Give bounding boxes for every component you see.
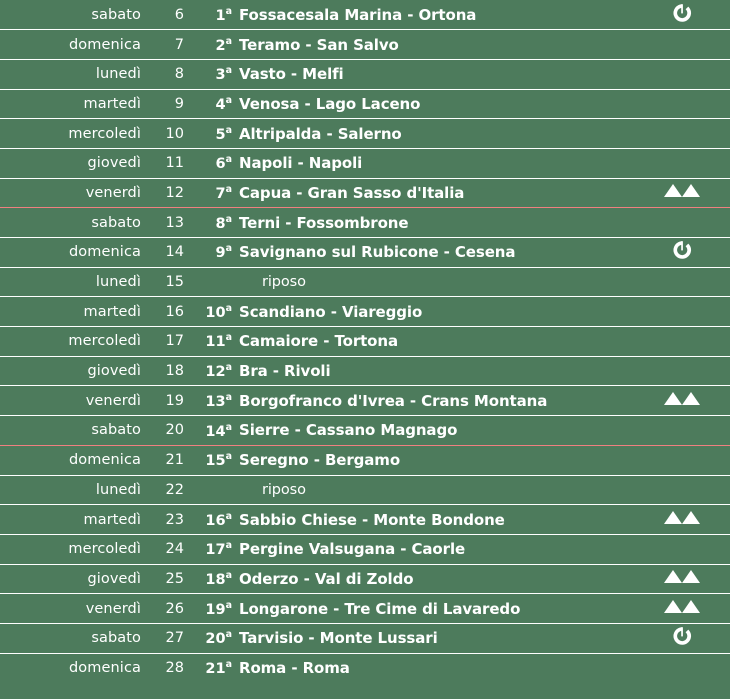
time-trial-icon [672, 3, 692, 23]
stage-route: Sierre - Cassano Magnago [239, 421, 458, 440]
stage-number-ordinal: a [225, 569, 232, 581]
mountain-icon [664, 600, 700, 614]
stage-type-icon-cell [651, 267, 730, 297]
stage-route: Napoli - Napoli [239, 154, 363, 173]
table-row[interactable] [0, 327, 730, 357]
stage-number-ordinal: a [225, 154, 232, 166]
stage-number-ordinal: a [225, 243, 232, 255]
stage-number-value: 2 [215, 37, 226, 54]
stage-date: 17 [165, 333, 184, 350]
stage-type-icon-cell [651, 208, 730, 238]
stage-date: 8 [174, 66, 184, 83]
stage-date: 28 [165, 660, 184, 677]
table-row[interactable] [0, 178, 730, 208]
stage-type-icon-cell [651, 416, 730, 446]
stage-number-ordinal: a [225, 629, 232, 641]
stage-number-ordinal: a [225, 659, 232, 671]
stage-date: 7 [174, 36, 184, 53]
table-row[interactable] [0, 416, 730, 446]
stage-date: 9 [174, 95, 184, 112]
stage-number-value: 13 [205, 393, 226, 410]
stage-route: Sabbio Chiese - Monte Bondone [239, 510, 505, 529]
stage-type-icon-cell [651, 356, 730, 386]
stage-weekday: sabato [91, 6, 141, 23]
stage-number [185, 119, 232, 149]
stage-number-value: 8 [215, 215, 226, 232]
stage-number [185, 564, 232, 594]
stage-number [185, 653, 232, 683]
stage-number [185, 445, 232, 475]
stage-route: Fossacesala Marina - Ortona [239, 5, 477, 24]
stage-number-ordinal: a [225, 213, 232, 225]
stage-number-ordinal: a [225, 599, 232, 611]
stage-type-icon-cell [651, 89, 730, 119]
stage-number [185, 416, 232, 446]
stage-weekday: giovedì [87, 363, 141, 380]
stage-type-icon-cell [651, 178, 730, 208]
stage-number-value: 18 [205, 571, 226, 588]
stage-number [185, 475, 232, 505]
table-row[interactable] [0, 30, 730, 60]
stage-number-value: 14 [205, 423, 226, 440]
stage-number-ordinal: a [225, 35, 232, 47]
stage-number [185, 0, 232, 30]
time-trial-icon [672, 626, 692, 646]
stage-route: Pergine Valsugana - Caorle [239, 540, 466, 559]
stage-number [185, 30, 232, 60]
stage-route: Seregno - Bergamo [239, 451, 401, 470]
stage-number [185, 297, 232, 327]
stage-date: 25 [165, 570, 184, 587]
stage-number-ordinal: a [225, 94, 232, 106]
stage-date: 12 [165, 184, 184, 201]
table-row[interactable] [0, 267, 730, 297]
table-row[interactable] [0, 386, 730, 416]
rest-day-label: riposo [262, 481, 306, 498]
stage-weekday: domenica [69, 244, 141, 261]
table-row[interactable] [0, 623, 730, 653]
stage-date: 13 [165, 214, 184, 231]
stage-type-icon-cell [651, 327, 730, 357]
stage-weekday: domenica [69, 660, 141, 677]
stage-type-icon-cell [651, 594, 730, 624]
stage-number [185, 59, 232, 89]
stage-type-icon-cell [651, 475, 730, 505]
stage-number-value: 15 [205, 453, 226, 470]
stage-number-ordinal: a [225, 124, 232, 136]
table-row[interactable] [0, 0, 730, 30]
stage-number-ordinal: a [225, 332, 232, 344]
stage-date: 18 [165, 363, 184, 380]
stage-number [185, 505, 232, 535]
stage-type-icon-cell [651, 386, 730, 416]
stage-number [185, 386, 232, 416]
stage-weekday: lunedì [95, 66, 141, 83]
stage-route: Oderzo - Val di Zoldo [239, 569, 414, 588]
table-row[interactable] [0, 89, 730, 119]
stage-type-icon-cell [651, 445, 730, 475]
table-row[interactable] [0, 148, 730, 178]
time-trial-icon [672, 240, 692, 260]
stage-type-icon-cell [651, 297, 730, 327]
stage-date: 11 [165, 155, 184, 172]
stage-route: Scandiano - Viareggio [239, 302, 423, 321]
stage-route: Venosa - Lago Laceno [239, 94, 421, 113]
table-row[interactable] [0, 297, 730, 327]
stage-date: 16 [165, 303, 184, 320]
stage-weekday: giovedì [87, 570, 141, 587]
stage-weekday: venerdì [85, 600, 141, 617]
stage-weekday: mercoledì [68, 541, 141, 558]
stage-weekday: martedì [83, 95, 141, 112]
stage-number-value: 17 [205, 542, 226, 559]
stage-weekday: sabato [91, 214, 141, 231]
stage-weekday: lunedì [95, 274, 141, 291]
stage-weekday: domenica [69, 36, 141, 53]
stage-date: 19 [165, 392, 184, 409]
stage-route: Teramo - San Salvo [239, 35, 399, 54]
stage-route: Longarone - Tre Cime di Lavaredo [239, 599, 521, 618]
stage-number-value: 11 [205, 334, 226, 351]
stage-number [185, 178, 232, 208]
stage-weekday: venerdì [85, 184, 141, 201]
stage-number-ordinal: a [225, 451, 232, 463]
stage-date: 20 [165, 422, 184, 439]
stage-type-icon-cell [651, 30, 730, 60]
table-row[interactable] [0, 475, 730, 505]
stage-number-value: 20 [205, 631, 226, 648]
stage-date: 21 [165, 452, 184, 469]
stage-weekday: mercoledì [68, 333, 141, 350]
stage-weekday: giovedì [87, 155, 141, 172]
stage-number-value: 3 [215, 67, 226, 84]
table-row[interactable] [0, 208, 730, 238]
stage-number [185, 356, 232, 386]
stage-route: Borgofranco d'Ivrea - Crans Montana [239, 391, 548, 410]
stage-type-icon-cell [651, 119, 730, 149]
stage-route: Savignano sul Rubicone - Cesena [239, 243, 516, 262]
stage-date: 24 [165, 541, 184, 558]
stage-number-ordinal: a [225, 421, 232, 433]
stage-number-value: 1 [215, 7, 226, 24]
table-row[interactable] [0, 59, 730, 89]
stage-number [185, 208, 232, 238]
stage-weekday: lunedì [95, 481, 141, 498]
table-row[interactable] [0, 356, 730, 386]
stage-number [185, 89, 232, 119]
stage-date: 6 [174, 6, 184, 23]
stage-number [185, 594, 232, 624]
stage-number [185, 148, 232, 178]
stage-number [185, 267, 232, 297]
stage-type-icon-cell [651, 148, 730, 178]
stage-number [185, 327, 232, 357]
rest-day-label: riposo [262, 274, 306, 291]
stage-number-value: 9 [215, 245, 226, 262]
table-row[interactable] [0, 505, 730, 535]
stage-date: 10 [165, 125, 184, 142]
stage-route: Altripalda - Salerno [239, 124, 402, 143]
stage-route: Terni - Fossombrone [239, 213, 409, 232]
stage-number-value: 5 [215, 126, 226, 143]
stage-type-icon-cell [651, 564, 730, 594]
stage-date: 26 [165, 600, 184, 617]
stage-number-value: 19 [205, 601, 226, 618]
stage-number-ordinal: a [225, 5, 232, 17]
stage-number [185, 238, 232, 268]
stage-type-icon-cell [651, 653, 730, 683]
stage-number-value: 12 [205, 364, 226, 380]
stage-number-ordinal: a [225, 391, 232, 403]
stage-number-value: 21 [205, 661, 226, 678]
table-row[interactable] [0, 564, 730, 594]
stage-weekday: martedì [83, 511, 141, 528]
stage-date: 14 [165, 244, 184, 261]
stage-weekday: sabato [91, 422, 141, 439]
stage-type-icon-cell [651, 534, 730, 564]
stage-number [185, 534, 232, 564]
stage-type-icon-cell [651, 623, 730, 653]
stage-weekday: mercoledì [68, 125, 141, 142]
stage-route: Bra - Rivoli [239, 362, 331, 381]
stage-number-value: 4 [215, 96, 226, 113]
stage-route: Camaiore - Tortona [239, 332, 398, 351]
table-row[interactable] [0, 534, 730, 564]
stage-number-ordinal: a [225, 302, 232, 314]
stage-number-ordinal: a [225, 362, 232, 374]
stage-number-value: 10 [205, 304, 226, 321]
stage-number-ordinal: a [225, 540, 232, 552]
stage-number-ordinal: a [225, 65, 232, 77]
stage-route: Tarvisio - Monte Lussari [239, 629, 438, 648]
stage-number-ordinal: a [225, 510, 232, 522]
stage-date: 23 [165, 511, 184, 528]
mountain-icon [664, 392, 700, 406]
stage-weekday: domenica [69, 452, 141, 469]
table-row[interactable] [0, 653, 730, 683]
stage-type-icon-cell [651, 505, 730, 535]
stage-type-icon-cell [651, 0, 730, 30]
stage-route: Capua - Gran Sasso d'Italia [239, 183, 465, 202]
mountain-icon [664, 511, 700, 525]
table-row[interactable] [0, 594, 730, 624]
table-row[interactable] [0, 119, 730, 149]
stage-weekday: venerdì [85, 392, 141, 409]
mountain-icon [664, 184, 700, 198]
stage-date: 22 [165, 481, 184, 498]
stage-route: Vasto - Melfi [239, 65, 344, 84]
stage-number [185, 623, 232, 653]
stage-type-icon-cell [651, 59, 730, 89]
mountain-icon [664, 570, 700, 584]
table-row[interactable] [0, 445, 730, 475]
table-row[interactable] [0, 238, 730, 268]
stage-number-value: 7 [215, 185, 226, 202]
stage-type-icon-cell [651, 238, 730, 268]
stage-weekday: martedì [83, 303, 141, 320]
stage-number-value: 6 [215, 156, 226, 173]
stage-date: 27 [165, 630, 184, 647]
stage-date: 15 [165, 274, 184, 291]
stage-weekday: sabato [91, 630, 141, 647]
stage-number-value: 16 [205, 512, 226, 529]
stage-route: Roma - Roma [239, 659, 350, 678]
stage-number-ordinal: a [225, 184, 232, 196]
